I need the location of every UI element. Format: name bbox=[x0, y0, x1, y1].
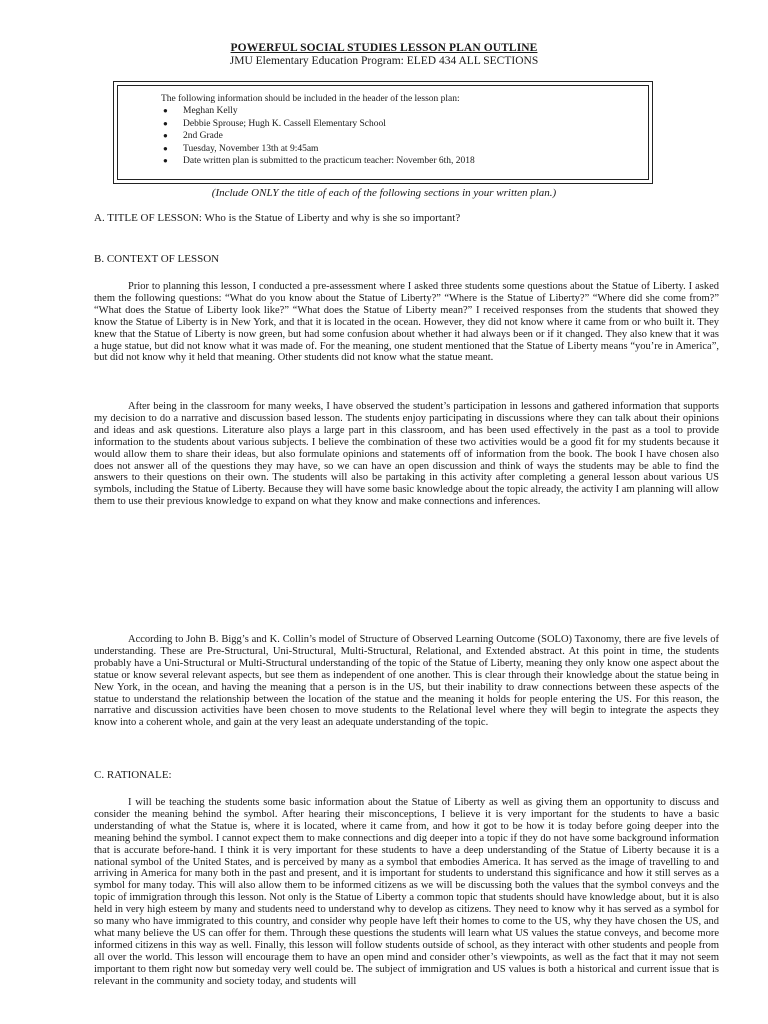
bullet-icon: ● bbox=[163, 131, 168, 141]
header-item-submitted: ● Date written plan is submitted to the practicum teacher: November 6th, 2018 bbox=[163, 156, 475, 167]
context-paragraph-3: According to John B. Bigg’s and K. Collin’s model of Structure of Observed Learning Outcome (SOLO) Taxonomy, there are five levels of understanding. These are Pre-Structural, Uni-Structural, Multi-Structural, Relational, and Extended abstract. At this point in time, the students probably have a Uni-Structural or Multi-Structural understanding of the topic of the Statue of Liberty, meaning they only know one aspect about the statue or know several relevant aspects, but see them as independent of one another. This is clear through their knowledge about the statue being in New York, in the ocean, and having the meaning that a person is in the US, but their inability to draw connections between these aspects of the statue to understand the relationship between the location of the statue and the meaning it holds for people entering the US. For this reason, the narrative and discussion activities have been chosen to move students to the Relational level where they will begin to integrate the aspects they know into a coherent whole, and gain at the very least an adequate understanding of the topic. bbox=[94, 634, 719, 729]
document-title: POWERFUL SOCIAL STUDIES LESSON PLAN OUTLINE bbox=[230, 42, 538, 54]
header-list bbox=[161, 105, 475, 168]
instruction-note: (Include ONLY the title of each of the following sections in your written plan.) bbox=[211, 187, 557, 199]
header-item-school: ● Debbie Sprouse; Hugh K. Cassell Elementary School bbox=[163, 118, 386, 129]
bullet-icon: ● bbox=[163, 156, 168, 166]
header-intro: The following information should be included in the header of the lesson plan: bbox=[161, 94, 460, 104]
lesson-header-box bbox=[113, 81, 653, 184]
section-c-heading: C. RATIONALE: bbox=[94, 769, 172, 781]
document-subtitle: JMU Elementary Education Program: ELED 434 ALL SECTIONS bbox=[229, 55, 539, 67]
header-item-grade: ● 2nd Grade bbox=[163, 131, 223, 142]
section-b-heading: B. CONTEXT OF LESSON bbox=[94, 253, 220, 265]
lesson-header-box-inner bbox=[117, 85, 649, 180]
context-paragraph-1: Prior to planning this lesson, I conducted a pre-assessment where I asked three students some questions about the Statue of Liberty. I asked them the following questions: “What do you know about the Statue of Liberty?” “Where is the Statue of Liberty?” “Where did she come from?” “What does the Statue of Liberty look like?” “What does the Statue of Liberty mean?” I received responses from the students that showed they know the Statue of Liberty is in New York, and that it is located in the ocean. However, they did not know where it came from or who built it. They knew that the Statue of Liberty is now green, but had some confusion about whether it had always been or if it changed. They also knew that it was a huge statue, but did not know what it was made of. For the meaning, one student mentioned that the Statue of Liberty means “you’re in America”, but did not know why it held that meaning. Other students did not know what the statue meant. bbox=[94, 281, 719, 364]
section-a-title: A. TITLE OF LESSON: Who is the Statue of Liberty and why is she so important? bbox=[94, 212, 461, 224]
header-item-name: ● Meghan Kelly bbox=[163, 106, 238, 116]
rationale-paragraph-1: I will be teaching the students some basic information about the Statue of Liberty as well as giving them an opportunity to discuss and consider the meaning behind the symbol. After hearing their misconceptions, I believe it is very important for the students to have a basic understanding of what the Statue is, where it is located, where it came from, and how it got to be how it is today before going deeper into the meaning behind the symbol. I cannot expect them to make connections and dig deeper into a topic if they do not have some background information that is accurate before-hand. I think it is very important for these students to have a deep understanding of the Statue of Liberty because it is a national symbol of the United States, and is perceived by many as a symbol that embodies America. It has served as the image of travelling to and arriving in America for many both in the past and present, and it is important for students to understand this significance and how it still serves as a symbol for many today. This will also allow them to be informed citizens as we will be discussing both the values that the symbol conveys and the topic of immigration through this lesson. Not only is the Statue of Liberty a common topic that students should have knowledge about, but it is also held in very high esteem by many and students need to understand why to develop as citizens. They need to know why it has served as a symbol for so many who have immigrated to this country, and consider why people have left their homes to come to the US, why they have chosen the US, and what many believe the US can offer for them. Through these questions the students will learn what US values the statue conveys, and become more informed citizens in this way as well. Finally, this lesson will follow students outside of school, as they interact with other students and people from all over the world. This lesson will encourage them to have an open mind and consider other’s viewpoints, as well as the fact that it may not seem important to them right now but someday very well could be. The subject of immigration and US values is both a historical and current issue that is relevant in the community and society today, and students will bbox=[94, 797, 719, 987]
bullet-icon: ● bbox=[163, 106, 168, 115]
context-paragraph-2: After being in the classroom for many weeks, I have observed the student’s participation in lessons and gathered information that supports my decision to do a narrative and discussion based lesson. The students enjoy participating in discussions where they can talk about their opinions and ideas and ask questions. Literature also plays a large part in this classroom, and has been used effectively in the past as a tool to provide information to the students about various subjects. I believe the combination of these two activities would be a good fit for my students because it would allow them to share their ideas, but also formulate opinions and statements off of information from the book. The book I have chosen also does not answer all of the questions they may have, so we can have an open discussion and think of ways the students may be able to find the answers to their questions on their own. The students will also be partaking in this activity after completing a general lesson about various US symbols, including the Statue of Liberty. Because they will have some basic knowledge about the topic already, the activity I am planning will allow them to use their previous knowledge to expand on what they know and make connections and inferences. bbox=[94, 401, 719, 508]
header-item-date: ● Tuesday, November 13th at 9:45am bbox=[163, 143, 319, 154]
bullet-icon: ● bbox=[163, 143, 168, 153]
bullet-icon: ● bbox=[163, 118, 168, 128]
